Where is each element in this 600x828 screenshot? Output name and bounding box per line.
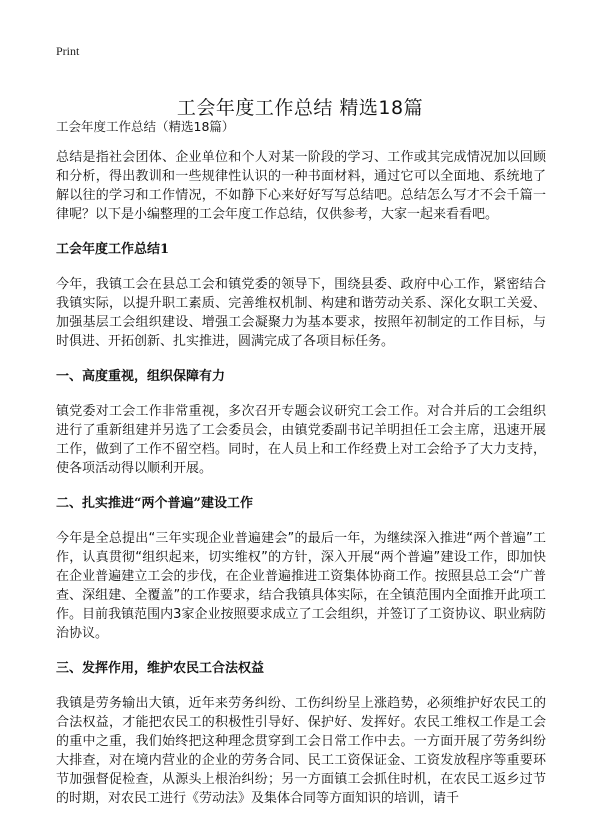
print-link[interactable]: Print (56, 44, 80, 58)
paragraph-two-universal: 今年是全总提出“三年实现企业普遍建会”的最后一年，为继续深入推进“两个普遍”工作，认真贯彻“组织起来，切实维权”的方针，深入开展“两个普遍”建设工作，即加快在企业普遍建立工会的步伐，在企业普遍推进工资集体协商工作。按照县总工会“广普查、深组建、全覆盖”的工作要求，结合我镇具体实际，在全镇范围内全面推开此项工作。目前我镇范围内3家企业按照要求成立了工会组织，并签订了工资协议、职业病防治协议。 (56, 531, 546, 641)
section-paragraph: 今年，我镇工会在县总工会和镇党委的领导下，围绕县委、政府中心工作，紧密结合我镇实际，以提升职工素质、完善维权机制、构建和谐劳动关系、深化女职工关爱、加强基层工会组织建设、增强工会凝聚力为基本要求，按照年初制定的工作目标，与时俱进、开拓创新、扎实推进，圆满完成了各项目标任务。 (56, 277, 546, 349)
intro-paragraph: 总结是指社会团体、企业单位和个人对某一阶段的学习、工作或其完成情况加以回顾和分析，得出教训和一些规律性认识的一种书面材料，通过它可以全面地、系统地了解以往的学习和工作情况，不如静下心来好好写写总结吧。总结怎么写才不会千篇一律呢？以下是小编整理的工会年度工作总结，仅供参考，大家一起来看看吧。 (56, 150, 546, 222)
document-body (56, 118, 546, 824)
document-title: 工会年度工作总结 精选18篇 (176, 96, 424, 119)
heading-two-universal: 二、扎实推进“两个普遍”建设工作 (56, 496, 253, 511)
heading-migrant-rights: 三、发挥作用，维护农民工合法权益 (56, 661, 265, 676)
paragraph-organization: 镇党委对工会工作非常重视，多次召开专题会议研究工会工作。对合并后的工会组织进行了重新组建并另选了工会委员会，由镇党委副书记羊明担任工会主席，迅速开展工作，做到了工作不留空档。同时，在人员上和工作经费上对工会给予了大力支持，使各项活动得以顺利开展。 (56, 404, 546, 476)
document-subtitle: 工会年度工作总结（精选18篇） (56, 119, 235, 134)
section-title: 工会年度工作总结1 (56, 242, 170, 257)
heading-organization: 一、高度重视，组织保障有力 (56, 369, 226, 384)
paragraph-migrant-rights: 我镇是劳务输出大镇，近年来劳务纠纷、工伤纠纷呈上涨趋势，必须维护好农民工的合法权益，才能把农民工的积极性引导好、保护好、发挥好。农民工维权工作是工会的重中之重，我们始终把这种理念贯穿到工会日常工作中去。一方面开展了劳务纠纷大排查，对在境内营业的企业的劳务合同、民工工资保证金、工资发放程序等重要环节加强督促检查，从源头上根治纠纷；另一方面镇工会抓住时机，在农民工返乡过节的时期，对农民工进行《劳动法》及集体合同等方面知识的培训，请千 (56, 696, 546, 806)
